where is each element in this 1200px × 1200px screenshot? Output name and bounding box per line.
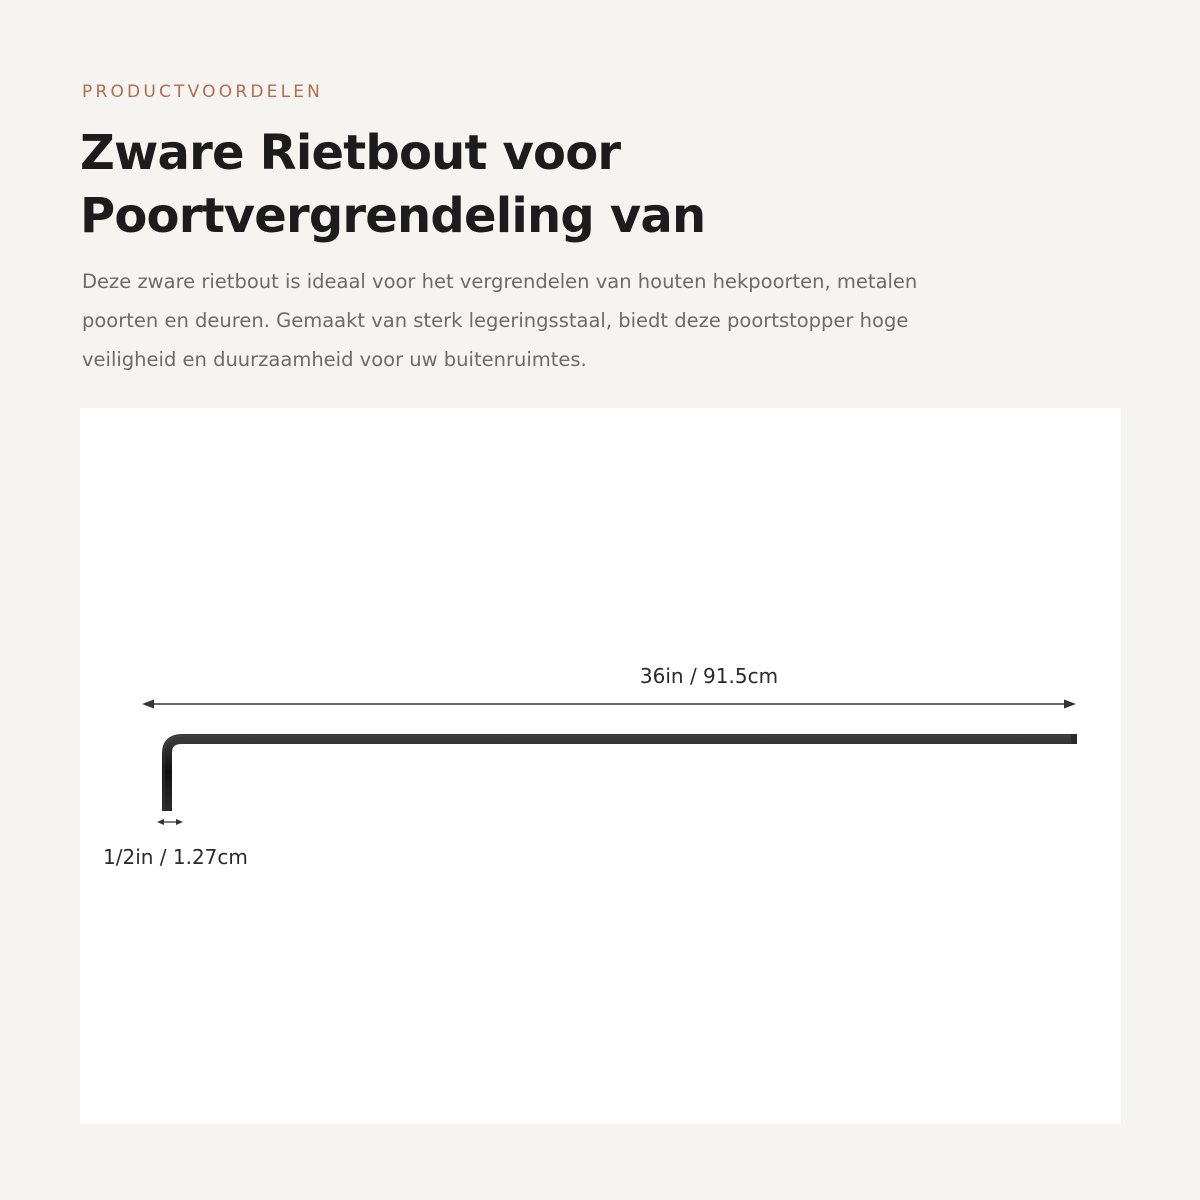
arrow-left-icon: [142, 700, 154, 709]
rod-highlight: [164, 736, 1077, 811]
length-label: 36in / 91.5cm: [639, 664, 779, 688]
page-title: [80, 122, 1140, 248]
diameter-dimension: [103, 819, 248, 869]
cane-bolt-rod: [164, 734, 1077, 811]
description-line: Deze zware rietbout is ideaal voor het vergrendelen van houten hekpoorten, metalen: [82, 270, 918, 293]
description-line: poorten en deuren. Gemaakt van sterk legeringsstaal, biedt deze poortstopper hoge: [82, 309, 909, 332]
title-line: Zware Rietbout voor: [80, 125, 621, 181]
product-description: [82, 262, 1142, 379]
rod-end-cap: [1071, 734, 1077, 744]
arrow-right-icon: [1064, 700, 1076, 709]
description-line: veiligheid en duurzaamheid voor uw buitenruimtes.: [82, 348, 587, 371]
rod-body: [167, 739, 1077, 811]
section-eyebrow: PRODUCTVOORDELEN: [82, 82, 324, 102]
cane-bolt-diagram: [80, 408, 1121, 1124]
product-image-panel: [80, 408, 1121, 1124]
diameter-label: 1/2in / 1.27cm: [103, 845, 248, 869]
length-dimension: [142, 664, 1076, 709]
arrow-right-icon: [176, 819, 183, 825]
title-line: Poortvergrendeling van: [80, 188, 706, 244]
arrow-left-icon: [157, 819, 164, 825]
